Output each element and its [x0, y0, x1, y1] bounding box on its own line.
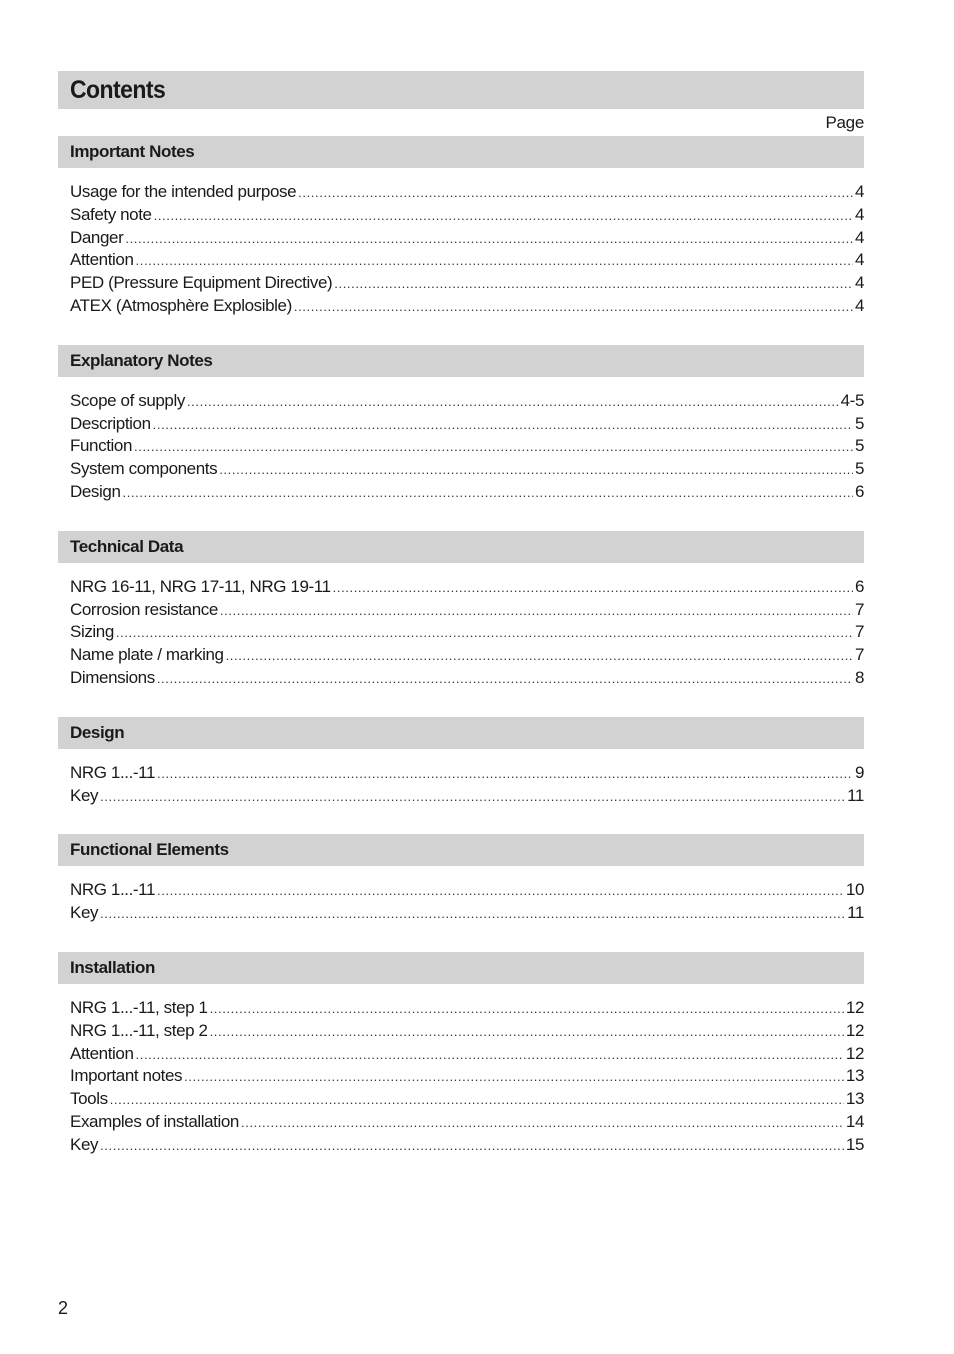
toc-entry-page: 11: [847, 903, 864, 923]
toc-entry[interactable]: [70, 1044, 864, 1067]
dot-leader: [220, 603, 853, 618]
toc-entry-label: Sizing: [70, 622, 114, 642]
toc-entry-label: PED (Pressure Equipment Directive): [70, 273, 333, 293]
toc-entry-page: 9: [854, 762, 864, 782]
toc-entry[interactable]: [70, 668, 864, 691]
toc-entry-page: 4: [854, 273, 864, 293]
dot-leader: [100, 789, 845, 804]
toc-entry-page: 12: [845, 1043, 864, 1063]
toc-entry-page: 12: [845, 1020, 864, 1040]
toc-entry-page: 15: [845, 1134, 864, 1154]
dot-leader: [154, 208, 853, 223]
contents-page: [58, 71, 864, 1184]
dot-leader: [136, 1047, 844, 1062]
toc-entry[interactable]: [70, 645, 864, 668]
toc-section: [58, 717, 864, 809]
section-heading: Design: [58, 717, 864, 749]
toc-entry-label: Key: [70, 903, 99, 923]
contents-title-bar: [58, 71, 864, 109]
toc-entry-label: Function: [70, 436, 133, 456]
dot-leader: [219, 462, 853, 477]
toc-entry-label: Key: [70, 785, 99, 805]
toc-entry[interactable]: [70, 1089, 864, 1112]
dot-leader: [334, 276, 853, 291]
toc-entry-label: Usage for the intended purpose: [70, 182, 297, 201]
toc-entry-label: Attention: [70, 250, 134, 270]
toc-entry[interactable]: [70, 903, 864, 926]
toc-entry-list: [58, 377, 864, 505]
toc-entry-label: Danger: [70, 227, 124, 247]
toc-entry[interactable]: [70, 880, 864, 903]
toc-entry[interactable]: [70, 482, 864, 505]
dot-leader: [187, 394, 839, 409]
toc-entry-label: Important notes: [70, 1066, 183, 1086]
toc-entry-page: 4: [854, 250, 864, 270]
toc-entry-page: 4: [854, 204, 864, 224]
toc-entry[interactable]: [70, 228, 864, 251]
page-title: Contents: [70, 75, 166, 104]
dot-leader: [184, 1069, 844, 1084]
toc-entry[interactable]: [70, 250, 864, 273]
toc-entry-list: [58, 984, 864, 1158]
dot-leader: [157, 671, 853, 686]
toc-entry-page: 4: [854, 182, 864, 201]
toc-entry-page: 4-5: [840, 390, 864, 410]
toc-entry[interactable]: [70, 786, 864, 809]
dot-leader: [298, 185, 853, 200]
toc-entry-label: Examples of installation: [70, 1111, 239, 1131]
dot-leader: [226, 648, 853, 663]
dot-leader: [157, 766, 853, 781]
dot-leader: [333, 580, 853, 595]
dot-leader: [123, 485, 853, 500]
section-heading: Technical Data: [58, 531, 864, 563]
dot-leader: [116, 625, 853, 640]
dot-leader: [241, 1115, 844, 1130]
toc-entry[interactable]: [70, 273, 864, 296]
toc-entry-label: Scope of supply: [70, 390, 185, 410]
toc-entry-list: [58, 866, 864, 926]
dot-leader: [100, 906, 845, 921]
toc-entry-label: Safety note: [70, 204, 152, 224]
toc-entry-page: 8: [854, 667, 864, 687]
toc-entry[interactable]: [70, 1135, 864, 1158]
dot-leader: [136, 253, 853, 268]
toc-entry-label: Tools: [70, 1089, 108, 1109]
toc-entry-page: 7: [854, 622, 864, 642]
toc-section: [58, 136, 864, 319]
toc-entry-page: 5: [854, 459, 864, 479]
dot-leader: [153, 417, 853, 432]
page-column-label: Page: [825, 113, 864, 132]
toc-entry-page: 6: [854, 576, 864, 596]
toc-entry-label: NRG 1...-11, step 2: [70, 1020, 208, 1040]
toc-entry[interactable]: [70, 1112, 864, 1135]
toc-section: [58, 834, 864, 926]
toc-entry-page: 5: [854, 436, 864, 456]
toc-entry-page: 4: [854, 295, 864, 315]
section-heading: Installation: [58, 952, 864, 984]
toc-entry[interactable]: [70, 436, 864, 459]
toc-entry[interactable]: [70, 577, 864, 600]
toc-entry[interactable]: [70, 1021, 864, 1044]
toc-entry[interactable]: [70, 600, 864, 623]
toc-entry-label: NRG 1...-11: [70, 880, 156, 900]
dot-leader: [134, 439, 853, 454]
page-number: 2: [58, 1298, 69, 1318]
toc-entry-page: 10: [845, 880, 864, 900]
toc-entry-label: Name plate / marking: [70, 645, 224, 665]
dot-leader: [100, 1138, 844, 1153]
toc-entry-label: Dimensions: [70, 667, 155, 687]
toc-entry[interactable]: [70, 763, 864, 786]
toc-entry[interactable]: [70, 205, 864, 228]
toc-entry-page: 11: [847, 785, 864, 805]
toc-entry-page: 6: [854, 481, 864, 501]
toc-entry-label: Corrosion resistance: [70, 599, 218, 619]
dot-leader: [294, 299, 853, 314]
toc-entry[interactable]: [70, 622, 864, 645]
toc-entry-list: [58, 563, 864, 691]
toc-entry[interactable]: [70, 182, 864, 205]
toc-entry-page: 14: [845, 1111, 864, 1131]
toc-entry[interactable]: [70, 391, 864, 414]
section-heading: Explanatory Notes: [58, 345, 864, 377]
dot-leader: [157, 883, 844, 898]
toc-entry-label: ATEX (Atmosphère Explosible): [70, 295, 292, 315]
toc-entry-list: [58, 168, 864, 319]
section-heading: Important Notes: [58, 136, 864, 168]
toc-entry-label: Description: [70, 413, 151, 433]
toc-section: [58, 531, 864, 691]
toc-entry[interactable]: [70, 459, 864, 482]
toc-entry-label: NRG 16-11, NRG 17-11, NRG 19-11: [70, 576, 331, 596]
toc-entry[interactable]: [70, 296, 864, 319]
table-of-contents: [58, 136, 864, 1158]
toc-entry[interactable]: [70, 998, 864, 1021]
toc-entry-list: [58, 749, 864, 809]
toc-entry-label: System components: [70, 459, 218, 479]
toc-entry-page: 13: [845, 1089, 864, 1109]
dot-leader: [125, 231, 853, 246]
toc-entry[interactable]: [70, 1066, 864, 1089]
toc-entry-label: Attention: [70, 1043, 134, 1063]
toc-entry-page: 5: [854, 413, 864, 433]
toc-entry-page: 4: [854, 227, 864, 247]
section-heading: Functional Elements: [58, 834, 864, 866]
toc-entry-page: 13: [845, 1066, 864, 1086]
toc-entry-page: 12: [845, 997, 864, 1017]
toc-entry-label: Design: [70, 481, 121, 501]
dot-leader: [210, 1001, 844, 1016]
toc-section: [58, 952, 864, 1158]
dot-leader: [110, 1092, 844, 1107]
toc-entry-label: Key: [70, 1134, 99, 1154]
toc-entry-page: 7: [854, 645, 864, 665]
toc-entry[interactable]: [70, 414, 864, 437]
toc-entry-page: 7: [854, 599, 864, 619]
toc-entry-label: NRG 1...-11: [70, 762, 156, 782]
dot-leader: [210, 1024, 844, 1039]
toc-entry-label: NRG 1...-11, step 1: [70, 997, 208, 1017]
toc-section: [58, 345, 864, 505]
